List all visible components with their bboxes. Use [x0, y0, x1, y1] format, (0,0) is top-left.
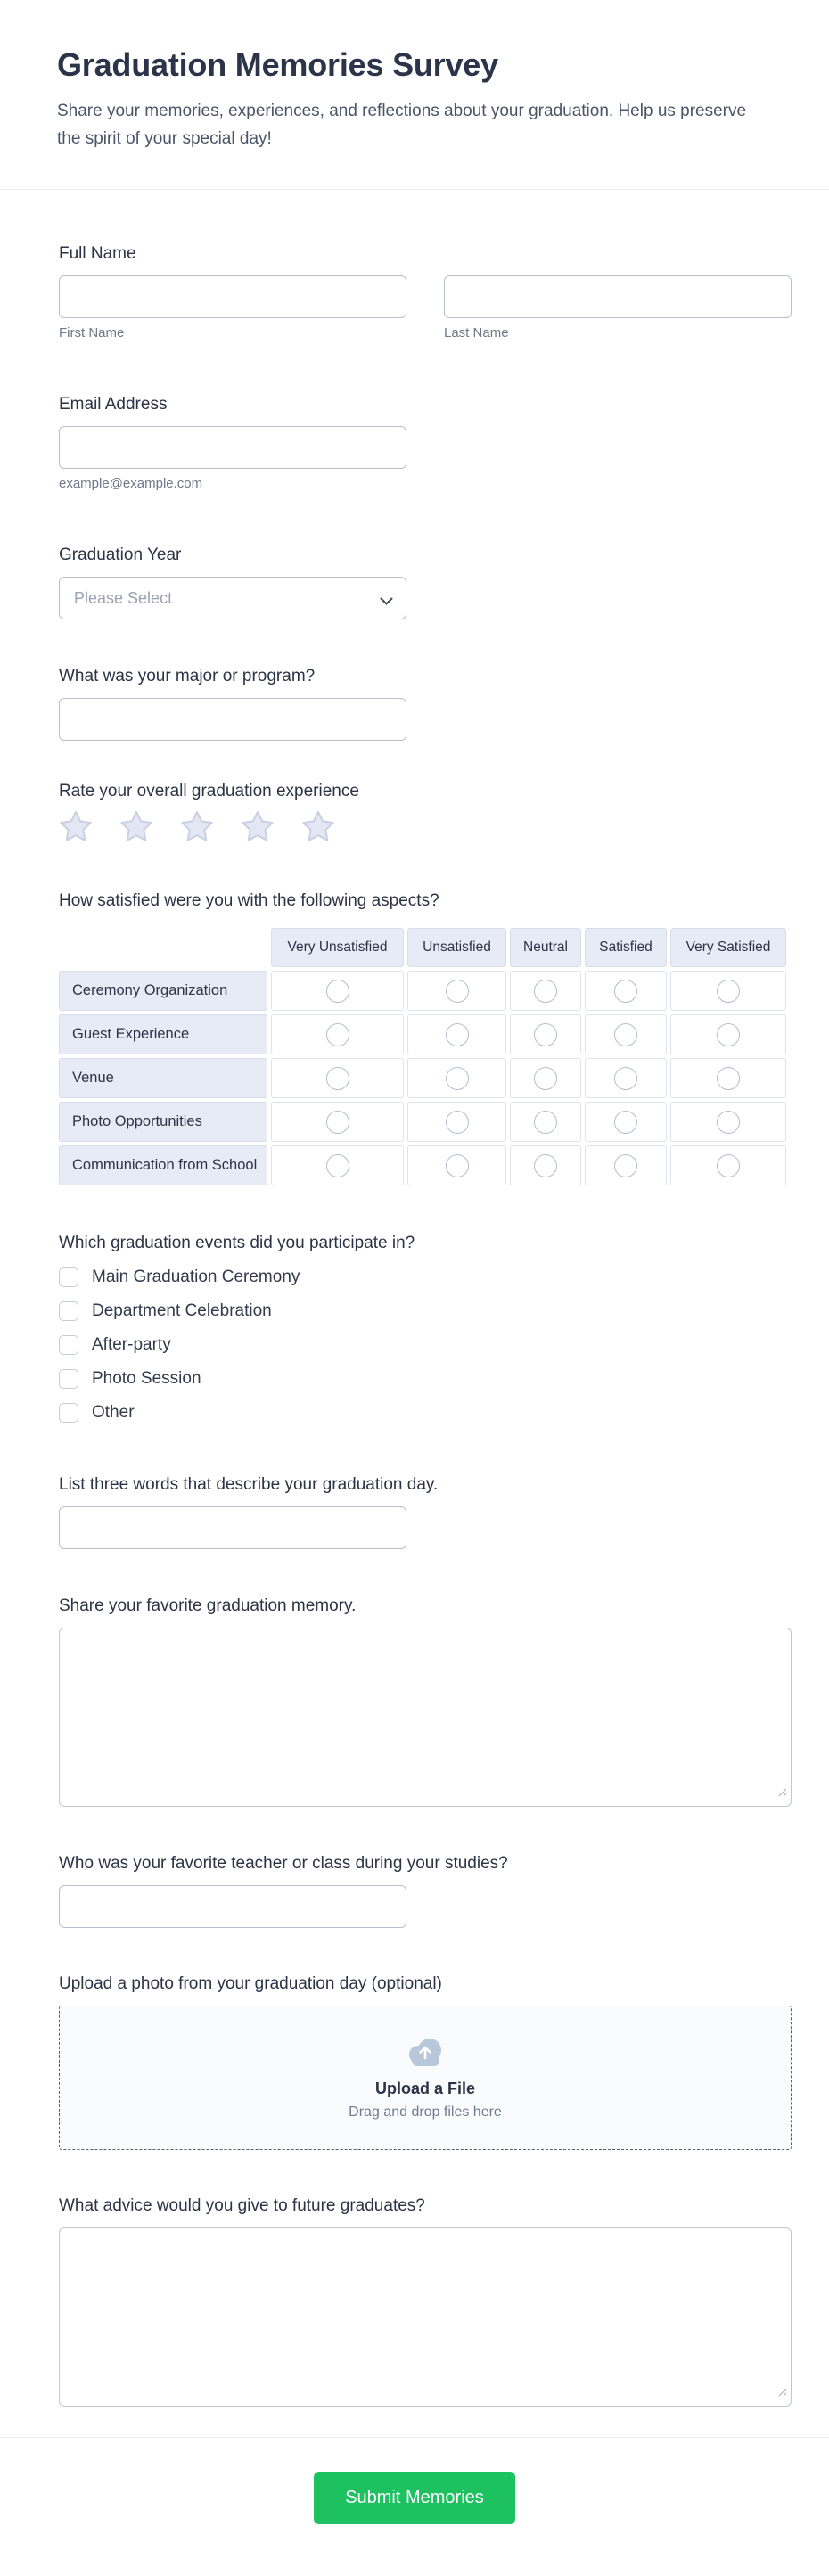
- advice-label: What advice would you give to future graduates?: [59, 2196, 425, 2215]
- matrix-column-header: Neutral: [510, 928, 581, 967]
- matrix-radio-cell: [407, 1102, 506, 1142]
- radio-button[interactable]: [534, 1154, 557, 1177]
- matrix-radio-cell: [585, 1102, 667, 1142]
- checkbox-option: [59, 1368, 792, 1390]
- question-favorite-memory: [59, 1596, 792, 1807]
- radio-button[interactable]: [446, 980, 469, 1003]
- matrix-radio-cell: [585, 1058, 667, 1098]
- radio-button[interactable]: [446, 1111, 469, 1134]
- events-checkbox-list: [59, 1267, 792, 1423]
- matrix-row: [59, 971, 786, 1011]
- matrix-row: [59, 1102, 786, 1142]
- events-label: Which graduation events did you participate in?: [59, 1234, 415, 1252]
- form-body: [0, 190, 829, 2407]
- full-name-label: Full Name: [59, 244, 136, 263]
- radio-button[interactable]: [614, 1067, 637, 1090]
- memory-textarea[interactable]: [59, 1628, 792, 1807]
- matrix-corner-cell: [59, 928, 267, 967]
- form-header: [0, 0, 829, 152]
- checkbox-label: After-party: [92, 1335, 171, 1354]
- matrix-radio-cell: [585, 971, 667, 1011]
- matrix-radio-cell: [407, 971, 506, 1011]
- major-input[interactable]: [59, 698, 406, 741]
- rating-label: Rate your overall graduation experience: [59, 782, 359, 800]
- question-overall-rating: [59, 781, 792, 844]
- satisfaction-label: How satisfied were you with the following aspects?: [59, 891, 439, 910]
- radio-button[interactable]: [326, 1023, 349, 1046]
- advice-textarea[interactable]: [59, 2227, 792, 2407]
- radio-button[interactable]: [534, 1111, 557, 1134]
- checkbox-label: Photo Session: [92, 1369, 201, 1388]
- email-sublabel: example@example.com: [59, 476, 203, 491]
- graduation-year-select[interactable]: [59, 577, 406, 619]
- matrix-radio-cell: [271, 1058, 404, 1098]
- radio-button[interactable]: [446, 1154, 469, 1177]
- upload-label: Upload a photo from your graduation day (optional): [59, 1974, 442, 1993]
- radio-button[interactable]: [717, 1023, 740, 1046]
- matrix-radio-cell: [407, 1058, 506, 1098]
- matrix-radio-cell: [271, 1102, 404, 1142]
- upload-button-text: Upload a File: [374, 2079, 476, 2097]
- checkbox-label: Other: [92, 1403, 135, 1422]
- star-icon[interactable]: [119, 811, 153, 844]
- email-label: Email Address: [59, 395, 168, 414]
- satisfaction-table: [55, 924, 790, 1189]
- major-label: What was your major or program?: [59, 667, 316, 685]
- first-name-input[interactable]: [59, 275, 406, 318]
- question-three-words: [59, 1474, 792, 1549]
- three-words-input[interactable]: [59, 1506, 406, 1549]
- matrix-radio-cell: [670, 1145, 786, 1185]
- matrix-radio-cell: [510, 1102, 581, 1142]
- checkbox-label: Department Celebration: [92, 1301, 272, 1320]
- first-name-sublabel: First Name: [59, 325, 125, 340]
- radio-button[interactable]: [534, 1023, 557, 1046]
- checkbox-option: [59, 1334, 792, 1356]
- checkbox[interactable]: [59, 1267, 78, 1287]
- matrix-row-header: Communication from School: [59, 1145, 267, 1185]
- matrix-radio-cell: [670, 971, 786, 1011]
- resize-handle-icon[interactable]: [777, 2385, 787, 2401]
- form-footer: [0, 2438, 829, 2568]
- upload-hint-text: Drag and drop files here: [349, 2104, 502, 2120]
- upload-cloud-icon: [405, 2036, 446, 2071]
- question-events: [59, 1233, 792, 1423]
- matrix-row: [59, 1058, 786, 1098]
- star-rating: [59, 811, 792, 844]
- last-name-input[interactable]: [444, 275, 792, 318]
- resize-handle-icon[interactable]: [777, 1785, 787, 1801]
- matrix-radio-cell: [407, 1145, 506, 1185]
- radio-button[interactable]: [446, 1067, 469, 1090]
- radio-button[interactable]: [326, 1111, 349, 1134]
- checkbox[interactable]: [59, 1301, 78, 1321]
- radio-button[interactable]: [717, 1154, 740, 1177]
- email-input[interactable]: [59, 426, 406, 469]
- checkbox[interactable]: [59, 1403, 78, 1423]
- question-email: [59, 394, 792, 492]
- matrix-column-header: Unsatisfied: [407, 928, 506, 967]
- matrix-radio-cell: [271, 1014, 404, 1054]
- radio-button[interactable]: [614, 1023, 637, 1046]
- matrix-row-header: Venue: [59, 1058, 267, 1098]
- question-full-name: [59, 243, 792, 341]
- matrix-radio-cell: [670, 1102, 786, 1142]
- radio-button[interactable]: [614, 980, 637, 1003]
- radio-button[interactable]: [717, 980, 740, 1003]
- radio-button[interactable]: [717, 1111, 740, 1134]
- submit-button[interactable]: Submit Memories: [314, 2472, 515, 2524]
- radio-button[interactable]: [534, 1067, 557, 1090]
- three-words-label: List three words that describe your graduation day.: [59, 1475, 439, 1494]
- checkbox-label: Main Graduation Ceremony: [92, 1267, 300, 1286]
- checkbox-option: [59, 1267, 792, 1288]
- teacher-input[interactable]: [59, 1885, 406, 1928]
- matrix-row-header: Ceremony Organization: [59, 971, 267, 1011]
- matrix-radio-cell: [585, 1145, 667, 1185]
- matrix-radio-cell: [510, 971, 581, 1011]
- radio-button[interactable]: [326, 980, 349, 1003]
- matrix-row-header: Photo Opportunities: [59, 1102, 267, 1142]
- question-major: [59, 666, 792, 741]
- question-photo-upload: [59, 1973, 792, 2150]
- page-title: Graduation Memories Survey: [57, 46, 498, 83]
- teacher-label: Who was your favorite teacher or class during your studies?: [59, 1854, 508, 1873]
- star-icon[interactable]: [241, 811, 275, 844]
- matrix-radio-cell: [670, 1058, 786, 1098]
- radio-button[interactable]: [614, 1154, 637, 1177]
- question-advice: [59, 2195, 792, 2407]
- question-graduation-year: [59, 545, 792, 619]
- radio-button[interactable]: [614, 1111, 637, 1134]
- matrix-column-header: Satisfied: [585, 928, 667, 967]
- star-icon[interactable]: [59, 811, 93, 844]
- radio-button[interactable]: [326, 1154, 349, 1177]
- matrix-column-header: Very Unsatisfied: [271, 928, 404, 967]
- form-subtitle: Share your memories, experiences, and reflections about your graduation. Help us preserve the spirit of your special day!: [57, 102, 747, 148]
- matrix-row: [59, 1145, 786, 1185]
- graduation-year-label: Graduation Year: [59, 546, 182, 564]
- matrix-radio-cell: [271, 1145, 404, 1185]
- memory-label: Share your favorite graduation memory.: [59, 1596, 357, 1615]
- checkbox[interactable]: [59, 1369, 78, 1389]
- checkbox-option: [59, 1402, 792, 1423]
- matrix-row: [59, 1014, 786, 1054]
- question-favorite-teacher: [59, 1853, 792, 1928]
- matrix-radio-cell: [670, 1014, 786, 1054]
- matrix-radio-cell: [407, 1014, 506, 1054]
- matrix-radio-cell: [510, 1014, 581, 1054]
- checkbox-option: [59, 1300, 792, 1322]
- radio-button[interactable]: [717, 1067, 740, 1090]
- star-icon[interactable]: [301, 811, 335, 844]
- matrix-radio-cell: [510, 1145, 581, 1185]
- star-icon[interactable]: [180, 811, 214, 844]
- question-satisfaction-matrix: [59, 890, 792, 1189]
- matrix-radio-cell: [271, 971, 404, 1011]
- last-name-sublabel: Last Name: [444, 325, 509, 340]
- matrix-radio-cell: [510, 1058, 581, 1098]
- matrix-row-header: Guest Experience: [59, 1014, 267, 1054]
- matrix-radio-cell: [585, 1014, 667, 1054]
- radio-button[interactable]: [326, 1067, 349, 1090]
- file-upload-dropzone[interactable]: [59, 2006, 792, 2150]
- matrix-column-header: Very Satisfied: [670, 928, 786, 967]
- checkbox[interactable]: [59, 1335, 78, 1355]
- radio-button[interactable]: [534, 980, 557, 1003]
- radio-button[interactable]: [446, 1023, 469, 1046]
